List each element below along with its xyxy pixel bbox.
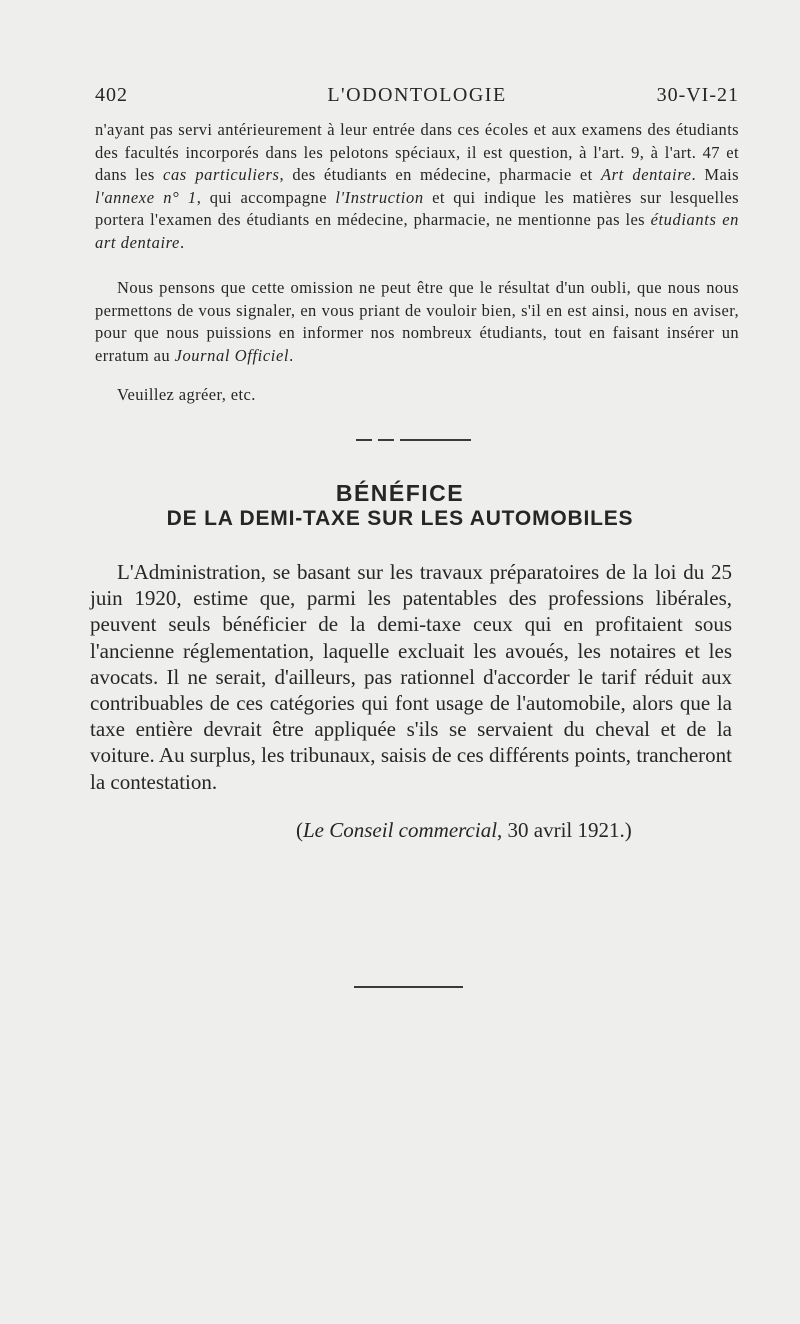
letter-italic-text: cas particuliers: [163, 165, 280, 184]
source-text: , 30 avril 1921.): [497, 818, 632, 842]
source-text: (: [296, 818, 303, 842]
source-publication: Le Conseil commercial: [303, 818, 498, 842]
letter-text: n'ayant pas servi antérieurement à leur entrée dans ces écoles et aux examens des étudiants des facultés incorporés dans les pelotons spéciaux, il est question, à l'art. 9, à l'art. 47 et dans les: [95, 120, 739, 184]
page-number: 402: [95, 84, 128, 106]
article-body: L'Administration, se basant sur les travaux préparatoires de la loi du 25 juin 1920, estime que, parmi les patentables des professions libérales, peuvent seuls bénéficier de la demi-taxe ceux qui en profitaient sous l'ancienne réglementation, laquelle excluait les avoués, les notaires et les avocats. Il ne serait, d'ailleurs, pas rationnel d'accorder le tarif réduit aux contribuables de ces catégories qui font usage de l'automobile, alors que la taxe entière devrait être appliquée s'ils se servaient du cheval et de la voiture. Au surplus, les tribunaux, saisis de ces différents points, trancheront la contestation.: [90, 560, 732, 794]
page-header: [95, 84, 739, 110]
letter-text: , des étudiants en médecine, pharmacie et: [279, 165, 601, 184]
article-title: BÉNÉFICE: [335, 480, 465, 506]
letter-text: .: [289, 345, 294, 365]
letter-closing: Veuillez agréer, etc.: [117, 385, 256, 404]
letter-text: . Mais: [691, 165, 739, 184]
letter-text: et qui indique les matières sur lesquelles portera l'examen des étudiants en médecine, pharmacie, ne mentionne pas les: [95, 187, 739, 229]
letter-paragraph: [95, 119, 739, 254]
letter-italic-text: l'Instruction: [335, 187, 424, 207]
letter-text: Nous pensons que cette omission ne peut être que le résultat d'un oubli, que nous nous permettons de vous signaler, en vous priant de vouloir bien, s'il en est ainsi, nous en aviser, pour que nous puissions en informer nos nombreux étudiants, tout en faisant insérer un erratum au: [95, 278, 739, 365]
issue-date: 30-VI-21: [656, 84, 739, 106]
letter-italic-text: Journal Officiel: [174, 345, 290, 365]
letter-paragraph: [95, 277, 739, 367]
article-source: [296, 818, 706, 843]
letter-text: .: [179, 232, 185, 252]
letter-italic-text: l'annexe n° 1: [95, 187, 197, 207]
journal-title: L'ODONTOLOGIE: [327, 84, 507, 106]
article-subtitle: DE LA DEMI-TAXE SUR LES AUTOMOBILES: [166, 507, 634, 530]
letter-italic-text: Art dentaire: [600, 165, 692, 184]
letter-text: , qui accompagne: [196, 187, 336, 207]
section-divider: [356, 439, 471, 441]
end-rule: [354, 986, 463, 988]
letter-italic-text: étudiants en art dentaire: [95, 210, 739, 252]
